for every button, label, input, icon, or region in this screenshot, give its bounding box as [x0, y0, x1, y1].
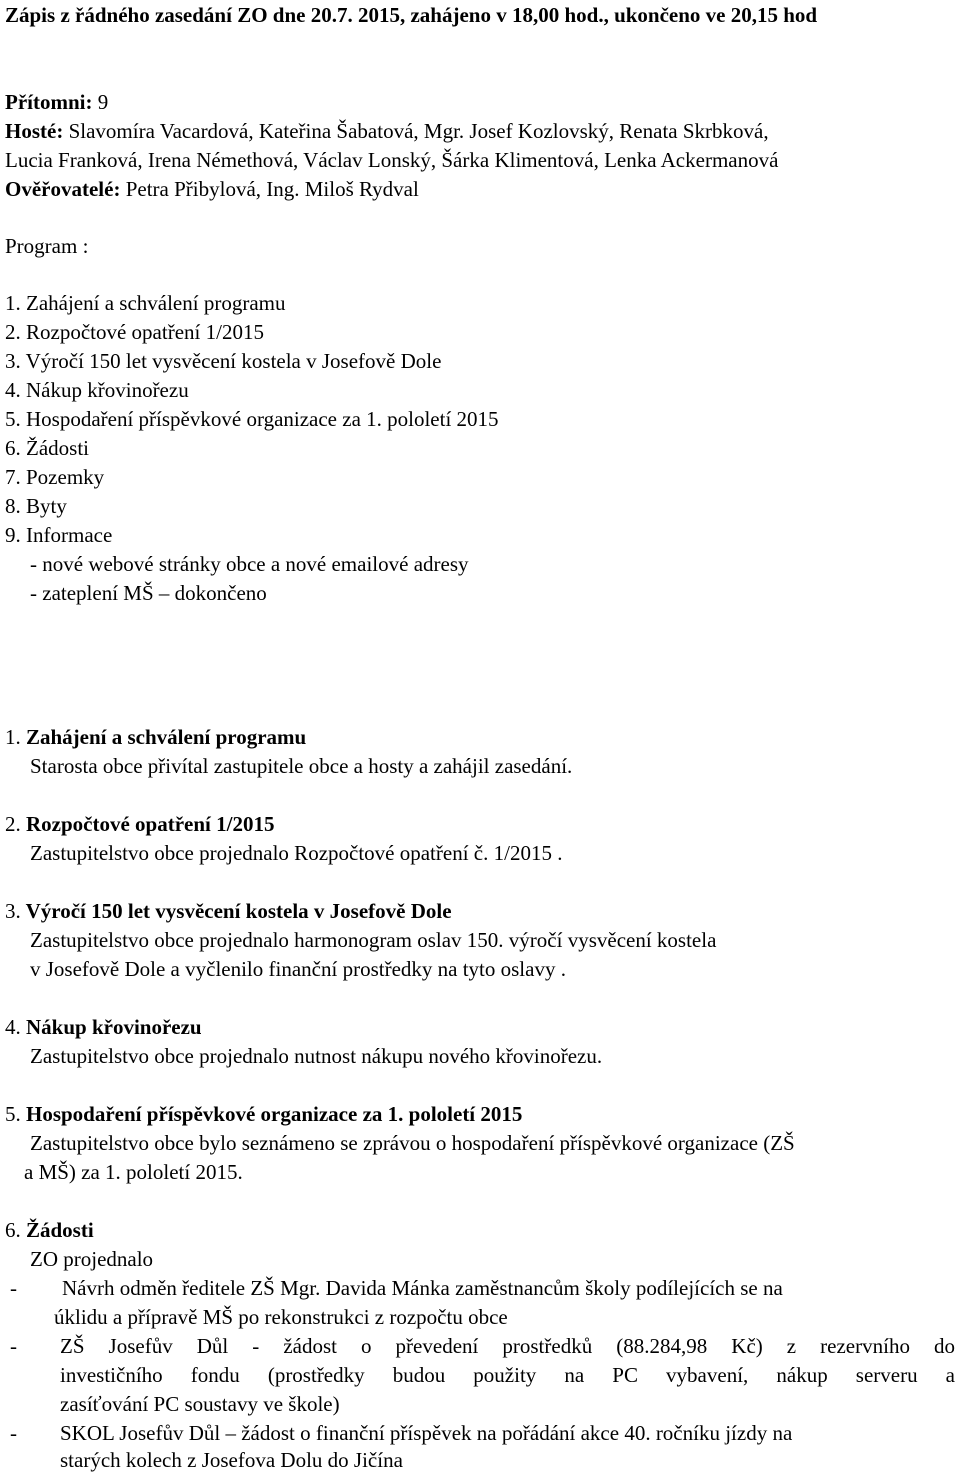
section-number: 2.: [5, 812, 21, 836]
program-subitem: - nové webové stránky obce a nové emailové adresy: [30, 552, 469, 576]
section-heading: [5, 1216, 94, 1245]
program-item: 3. Výročí 150 let vysvěcení kostela v Josefově Dole: [5, 349, 442, 373]
section-text: Starosta obce přivítal zastupitele obce a hosty a zahájil zasedání.: [30, 754, 573, 778]
section-text: Zastupitelstvo obce projednalo nutnost nákupu nového křovinořezu.: [30, 1044, 603, 1068]
list-bullet: -: [10, 1276, 17, 1300]
section-number: 5.: [5, 1102, 21, 1126]
section-heading: [5, 723, 306, 752]
list-item-line: úklidu a přípravě MŠ po rekonstrukci z rozpočtu obce: [54, 1305, 508, 1329]
guests-line: [5, 117, 769, 146]
section-title: Žádosti: [20, 1218, 94, 1242]
section-heading: [5, 1013, 202, 1042]
program-item: 6. Žádosti: [5, 436, 89, 460]
list-item-line: zasíťování PC soustavy ve škole): [60, 1392, 340, 1416]
guests-list-part2: Lucia Franková, Irena Némethová, Václav Lonský, Šárka Klimentová, Lenka Ackermanová: [5, 148, 779, 172]
section-heading: [5, 810, 274, 839]
guests-label: Hosté:: [5, 119, 64, 143]
program-item: 1. Zahájení a schválení programu: [5, 291, 286, 315]
section-title: Nákup křovinořezu: [20, 1015, 202, 1039]
section-intro: ZO projednalo: [30, 1247, 154, 1271]
section-number: 4.: [5, 1015, 21, 1039]
list-item-line: starých kolech z Josefova Dolu do Jičína: [60, 1448, 403, 1472]
program-item: 4. Nákup křovinořezu: [5, 378, 189, 402]
present-label: Přítomni:: [5, 90, 93, 114]
verifiers-names: Petra Přibylová, Ing. Miloš Rydval: [120, 177, 419, 201]
section-heading: [5, 1100, 522, 1129]
program-subitem: - zateplení MŠ – dokončeno: [30, 581, 267, 605]
section-text: a MŠ) za 1. pololetí 2015.: [24, 1160, 243, 1184]
list-item-line: ZŠ Josefův Důl - žádost o převedení prostředků (88.284,98 Kč) z rezervního do: [60, 1334, 955, 1358]
program-item: 5. Hospodaření příspěvkové organizace za 1. pololetí 2015: [5, 407, 499, 431]
program-item: 8. Byty: [5, 494, 67, 518]
program-item: 7. Pozemky: [5, 465, 105, 489]
section-title: Hospodaření příspěvkové organizace za 1. pololetí 2015: [20, 1102, 523, 1126]
list-bullet: -: [10, 1334, 17, 1358]
section-text: v Josefově Dole a vyčlenilo finanční prostředky na tyto oslavy .: [30, 957, 566, 981]
section-text: Zastupitelstvo obce projednalo harmonogram oslav 150. výročí vysvěcení kostela: [30, 928, 717, 952]
list-item-line: Návrh odměn ředitele ZŠ Mgr. Davida Mánka zaměstnancům školy podílejících se na: [62, 1276, 783, 1300]
section-text: Zastupitelstvo obce projednalo Rozpočtové opatření č. 1/2015 .: [30, 841, 563, 865]
list-bullet: -: [10, 1421, 17, 1445]
section-heading: [5, 897, 452, 926]
section-title: Výročí 150 let vysvěcení kostela v Josefově Dole: [20, 899, 452, 923]
list-item-line: investičního fondu (prostředky budou použity na PC vybavení, nákup serveru a: [60, 1363, 955, 1387]
program-label: Program :: [5, 234, 89, 258]
verifiers-line: [5, 175, 419, 204]
section-number: 1.: [5, 725, 21, 749]
list-item-line: SKOL Josefův Důl – žádost o finanční příspěvek na pořádání akce 40. ročníku jízdy na: [60, 1421, 793, 1445]
program-item: 2. Rozpočtové opatření 1/2015: [5, 320, 264, 344]
guests-list-part1: Slavomíra Vacardová, Kateřina Šabatová, Mgr. Josef Kozlovský, Renata Skrbková,: [63, 119, 769, 143]
section-number: 3.: [5, 899, 21, 923]
present-count: 9: [92, 90, 109, 114]
section-title: Rozpočtové opatření 1/2015: [20, 812, 275, 836]
verifiers-label: Ověřovatelé:: [5, 177, 121, 201]
section-title: Zahájení a schválení programu: [20, 725, 307, 749]
document-title: Zápis z řádného zasedání ZO dne 20.7. 2015, zahájeno v 18,00 hod., ukončeno ve 20,15 hod: [5, 3, 818, 27]
program-item: 9. Informace: [5, 523, 113, 547]
section-number: 6.: [5, 1218, 21, 1242]
present-line: [5, 88, 108, 117]
section-text: Zastupitelstvo obce bylo seznámeno se zprávou o hospodaření příspěvkové organizace (ZŠ: [30, 1131, 795, 1155]
